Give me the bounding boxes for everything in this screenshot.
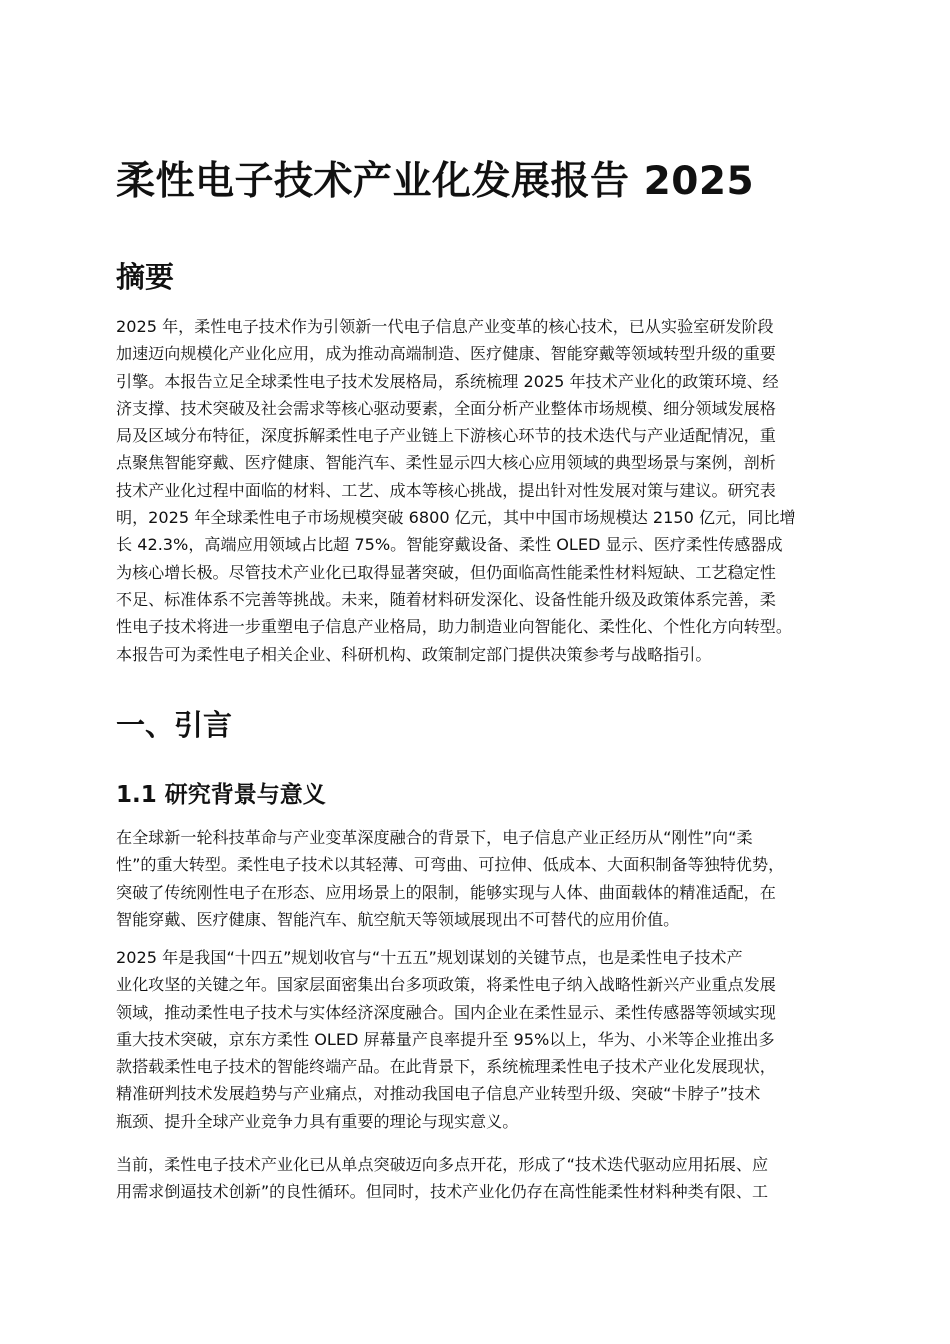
text-line: 不足、标准体系不完善等挑战。未来，随着材料研发深化、设备性能升级及政策体系完善，柔 — [116, 589, 776, 609]
text-line: 性”的重大转型。柔性电子技术以其轻薄、可弯曲、可拉伸、低成本、大面积制备等独特优势， — [116, 855, 785, 875]
text-line: 重大技术突破，京东方柔性 OLED 屏幕量产良率提升至 95%以上，华为、小米等企业推出多 — [116, 1029, 775, 1049]
text-line: 业化攻坚的关键之年。国家层面密集出台多项政策，将柔性电子纳入战略性新兴产业重点发展 — [116, 975, 776, 995]
background-paragraph-2 — [116, 944, 844, 1135]
text-line: 济支撑、技术突破及社会需求等核心驱动要素，全面分析产业整体市场规模、细分领域发展格 — [116, 398, 776, 418]
text-line: 在全球新一轮科技革命与产业变革深度融合的背景下，电子信息产业正经历从“刚性”向“柔 — [116, 828, 753, 847]
text-line: 突破了传统刚性电子在形态、应用场景上的限制，能够实现与人体、曲面载体的精准适配，在 — [116, 882, 776, 902]
text-line: 点聚焦智能穿戴、医疗健康、智能汽车、柔性显示四大核心应用领域的典型场景与案例，剖析 — [116, 453, 776, 473]
background-paragraph-3 — [116, 1151, 844, 1206]
text-line: 为核心增长极。尽管技术产业化已取得显著突破，但仍面临高性能柔性材料短缺、工艺稳定性 — [116, 562, 776, 582]
subsection-heading-background: 1.1 研究背景与意义 — [116, 782, 326, 808]
text-line: 瓶颈、提升全球产业竞争力具有重要的理论与现实意义。 — [116, 1111, 519, 1131]
text-line: 局及区域分布特征，深度拆解柔性电子产业链上下游核心环节的技术迭代与产业适配情况，重 — [116, 426, 776, 446]
text-line: 精准研判技术发展趋势与产业痛点，对推动我国电子信息产业转型升级、突破“卡脖子”技术 — [116, 1084, 761, 1104]
text-line: 2025 年，柔性电子技术作为引领新一代电子信息产业变革的核心技术，已从实验室研发阶段 — [116, 317, 774, 336]
text-line: 技术产业化过程中面临的材料、工艺、成本等核心挑战，提出针对性发展对策与建议。研究表 — [116, 480, 776, 500]
text-line: 款搭载柔性电子技术的智能终端产品。在此背景下，系统梳理柔性电子技术产业化发展现状， — [116, 1057, 776, 1077]
section-heading-introduction: 一、引言 — [116, 708, 233, 742]
text-line: 加速迈向规模化产业化应用，成为推动高端制造、医疗健康、智能穿戴等领域转型升级的重要 — [116, 344, 776, 364]
background-paragraph-1 — [116, 824, 844, 933]
text-line: 性电子技术将进一步重塑电子信息产业格局，助力制造业向智能化、柔性化、个性化方向转型。 — [116, 617, 792, 637]
text-line: 用需求倒逼技术创新”的良性循环。但同时，技术产业化仍存在高性能柔性材料种类有限、工 — [116, 1182, 769, 1202]
text-line: 当前，柔性电子技术产业化已从单点突破迈向多点开花，形成了“技术迭代驱动应用拓展、应 — [116, 1155, 769, 1174]
text-line: 智能穿戴、医疗健康、智能汽车、航空航天等领域展现出不可替代的应用价值。 — [116, 909, 680, 929]
text-line: 领域，推动柔性电子技术与实体经济深度融合。国内企业在柔性显示、柔性传感器等领域实现 — [116, 1002, 776, 1022]
text-line: 2025 年是我国“十四五”规划收官与“十五五”规划谋划的关键节点，也是柔性电子技术产 — [116, 948, 743, 967]
text-line: 本报告可为柔性电子相关企业、科研机构、政策制定部门提供决策参考与战略指引。 — [116, 644, 712, 664]
abstract-paragraph — [116, 313, 844, 668]
document-title: 柔性电子技术产业化发展报告 2025 — [116, 159, 755, 204]
text-line: 明，2025 年全球柔性电子市场规模突破 6800 亿元，其中中国市场规模达 2150 亿元，同比增 — [116, 508, 796, 528]
abstract-heading: 摘要 — [116, 260, 175, 294]
text-line: 引擎。本报告立足全球柔性电子技术发展格局，系统梳理 2025 年技术产业化的政策环境、经 — [116, 371, 779, 391]
text-line: 长 42.3%，高端应用领域占比超 75%。智能穿戴设备、柔性 OLED 显示、医疗柔性传感器成 — [116, 535, 783, 555]
